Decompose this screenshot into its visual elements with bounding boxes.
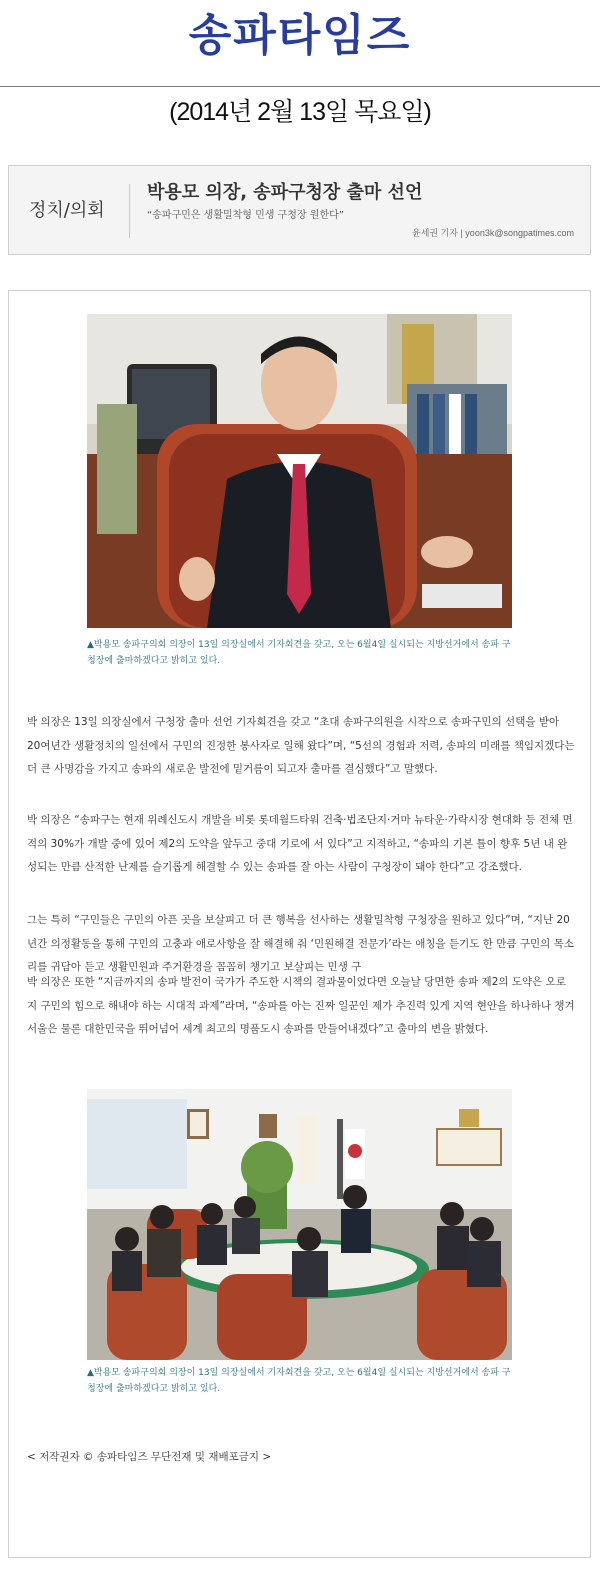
issue-date: (2014년 2월 13일 목요일) [169, 98, 431, 126]
article-paragraph: 박 의장은 13일 의장실에서 구청장 출마 선언 기자회견을 갖고 “초대 송파구의원을 시작으로 송파구민의 선택을 받아 20여년간 생활정치의 일선에서 구민의 진정한 봉사자로 일해 왔다”며, “5선의 경험과 저력, 송파의 미래를 책임지겠다는 더 큰 사명감을 가지고 송파의 새로운 발전에 밑거름이 되고자 출마를 결심했다”고 말했다. [27, 716, 575, 775]
meeting-image-icon [87, 1089, 512, 1360]
section-label[interactable]: 정치/의회 [29, 200, 105, 221]
article-headline: 박용모 의장, 송파구청장 출마 선언 [147, 182, 423, 203]
photo-caption: ▲박용모 송파구의회 의장이 13일 의장실에서 기자회견을 갖고, 오는 6월4일 실시되는 지방선거에서 송파 구청장에 출마하겠다고 밝히고 있다. [87, 640, 511, 666]
site-logo[interactable]: 송파타임즈 [188, 10, 412, 61]
article-subheadline: “송파구민은 생활밀착형 민생 구청장 원한다” [147, 210, 344, 221]
photo-caption: ▲박용모 송파구의회 의장이 13일 의장실에서 기자회견을 갖고, 오는 6월4일 실시되는 지방선거에서 송파 구청장에 출마하겠다고 밝히고 있다. [87, 1368, 511, 1394]
portrait-image-icon [87, 314, 512, 628]
article-photo-portrait[interactable] [87, 314, 512, 628]
article-paragraph: 그는 특히 “구민들은 구민의 아픈 곳을 보살피고 더 큰 행복을 선사하는 생활밀착형 구청장을 원하고 있다”며, “지난 20년간 의정활동을 통해 구민의 고충과 애로사항을 잘 해결해 줘 ‘민원해결 전문가’라는 애칭을 듣기도 한 만큼 구민의 목소리를 귀담아 듣고 생활민원과 주거환경을 꼼꼼히 챙기고 보살피는 민생 구 [27, 914, 574, 973]
masthead [0, 0, 600, 87]
article-paragraph: 박 의장은 또한 “지금까지의 송파 발전이 국가가 주도한 시책의 결과물이었다면 오늘날 당면한 송파 제2의 도약은 오로지 구민의 힘으로 해내야 하는 시대적 과제”라며, “송파를 아는 진짜 일꾼인 제가 추진력 있게 지역 현안을 하나하나 챙겨 서울은 물론 대한민국을 뛰어넘어 세계 최고의 명품도시 송파를 만들어내겠다”고 출마의 변을 밝혔다. [27, 976, 575, 1035]
article-header [8, 165, 591, 255]
header-divider [129, 184, 130, 238]
article-photo-meeting[interactable] [87, 1089, 512, 1360]
article-body-container [8, 290, 591, 1558]
copyright-notice: < 저작권자 © 송파타임즈 무단전재 및 재배포금지 > [27, 1451, 272, 1463]
article-paragraph: 박 의장은 “송파구는 현재 위례신도시 개발을 비롯 롯데월드타워 건축·법조단지·거마 뉴타운·가락시장 현대화 등 전체 면적의 30%가 개발 중에 있어 제2의 도약을 앞두고 중대 기로에 서 있다”고 지적하고, “송파의 기본 틀이 향후 5년 내 완성되는 만큼 산적한 난제를 슬기롭게 해결할 수 있는 송파를 잘 아는 사람이 구청장이 돼야 한다”고 강조했다. [27, 814, 573, 873]
article-byline[interactable]: 윤세권 기자 | yoon3k@songpatimes.com [412, 228, 574, 238]
